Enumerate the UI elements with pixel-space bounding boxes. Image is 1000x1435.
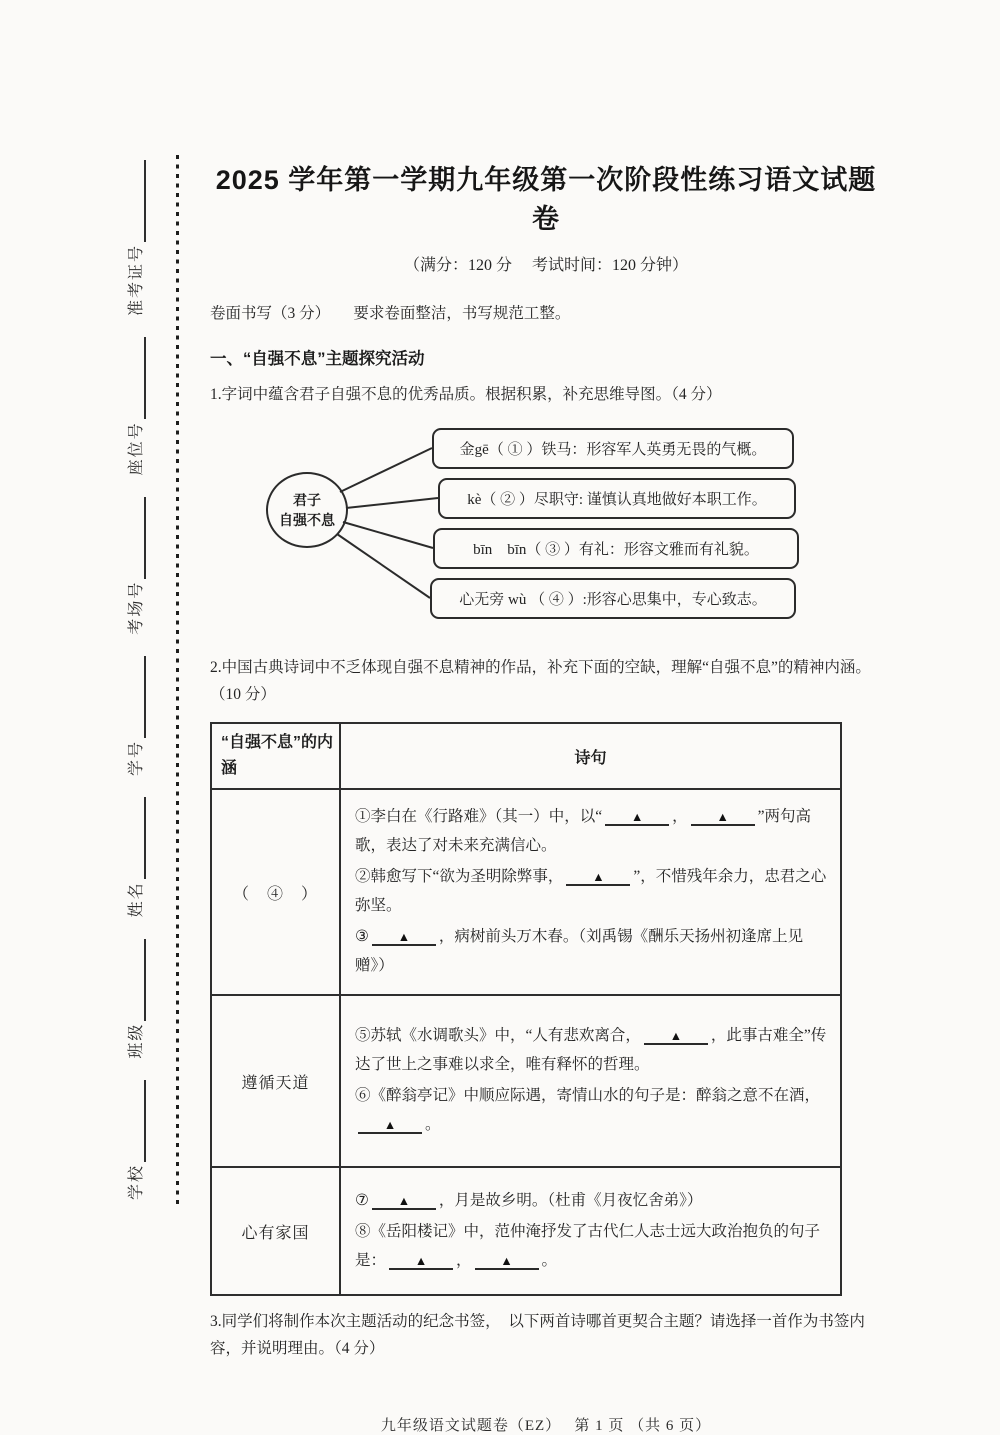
verse-line: ⑦ ▲ ，月是故乡明。（杜甫《月夜忆舍弟》） [355,1191,703,1209]
page-footer: 九年级语文试题卷（EZ） 第 1 页 （共 6 页） [380,1418,712,1434]
student-info-write-line [128,160,146,242]
mindmap-branch: bīn bīn（ ③ ）有礼：形容文雅而有礼貌。 [433,528,799,569]
exam-meta: （满分：120 分 考试时间：120 分钟） [403,257,688,274]
student-info-field [123,797,146,917]
verse-cell [340,1167,841,1295]
verse-table-body [211,789,841,1295]
student-info-label: 姓名 [127,881,145,918]
student-info-label: 准考证号 [127,244,145,317]
verse-cell [340,789,841,995]
verse-table-header-row [211,723,841,789]
verse-line: ③ ▲ ，病树前头万木春。（刘禹锡《酬乐天扬州初逢席上见赠》） [355,928,804,974]
answer-blank: ▲ [644,1029,708,1045]
student-info-write-line [128,797,146,879]
answer-blank: ▲ [605,810,669,826]
student-info-label: 学校 [127,1163,145,1200]
mindmap-center-line2: 自强不息 [279,512,335,528]
verse-line: ②韩愈写下“欲为圣明除弊事， ▲ ”，不惜残年余力，忠君之心弥坚。 [355,868,827,914]
mindmap-center-line1: 君子 [293,491,321,508]
connotation-cell: 遵循天道 [211,995,340,1167]
verse-table-row [211,995,841,1167]
exam-content [210,150,882,1435]
student-info-write-line [128,656,146,738]
connotation-cell: （ ④ ） [211,789,340,995]
student-info-field [123,939,146,1059]
verse-table [210,722,842,1296]
student-info-label: 考场号 [127,580,145,635]
mindmap-branch: 心无旁 wù （ ④ ）:形容心思集中，专心致志。 [430,578,796,619]
student-info-field [123,160,146,316]
verse-table-row [211,789,841,995]
question-2: 2.中国古典诗词中不乏体现自强不息精神的作品，补充下面的空缺，理解“自强不息”的精神内涵。（10 分） [210,659,871,703]
answer-blank: ▲ [372,1194,436,1210]
page-title: 2025 学年第一学期九年级第一次阶段性练习语文试题卷 [215,165,877,234]
verse-line: ⑧《岳阳楼记》中，范仲淹抒发了古代仁人志士远大政治抱负的句子是： ▲ ， ▲ 。 [355,1222,821,1269]
answer-blank: ▲ [389,1254,453,1270]
answer-blank: ▲ [372,930,436,946]
student-info-write-line [128,497,146,579]
student-info-field [123,1080,146,1200]
verse-line: ①李白在《行路难》（其一）中，以“ ▲ ， ▲ ”两句高歌，表达了对未来充满信心。 [355,808,812,854]
verse-table-row [211,1167,841,1295]
mindmap-branch: 金gē（ ① ）铁马：形容军人英勇无畏的气概。 [432,428,794,469]
student-info-field [123,497,146,635]
student-info-strip [113,160,155,1200]
header-verse: 诗句 [340,723,841,789]
student-info-field [123,656,146,776]
student-info-field [123,337,146,475]
student-info-label: 班级 [127,1022,145,1059]
verse-line: ⑤苏轼《水调歌头》中，“人有悲欢离合， ▲ ，此事古难全”传达了世上之事难以求全，唯有释怀的哲理。 [355,1027,827,1073]
verse-line: ⑥《醉翁亭记》中顺应际遇，寄情山水的句子是：醉翁之意不在酒，▲ 。 [355,1087,821,1133]
header-connotation: “自强不息”的内涵 [211,723,340,789]
student-info-write-line [128,1080,146,1162]
answer-blank: ▲ [566,870,630,886]
handwriting-note: 卷面书写（3 分） 要求卷面整洁，书写规范工整。 [210,305,571,322]
answer-blank: ▲ [358,1118,422,1134]
seal-dashed-line [176,155,179,1205]
answer-blank: ▲ [475,1254,539,1270]
mindmap-center [266,472,348,548]
mindmap [210,424,882,642]
student-info-label: 学号 [127,740,145,777]
mindmap-branch: kè（ ② ）尽职守: 谨慎认真地做好本职工作。 [438,478,796,519]
question-1: 1.字词中蕴含君子自强不息的优秀品质。根据积累，补充思维导图。（4 分） [210,386,722,403]
answer-blank: ▲ [691,810,755,826]
section-1-heading: 一、“自强不息”主题探究活动 [210,350,425,368]
verse-cell [340,995,841,1167]
student-info-write-line [128,337,146,419]
student-info-write-line [128,939,146,1021]
connotation-cell: 心有家国 [211,1167,340,1295]
student-info-label: 座位号 [127,421,145,476]
question-3: 3.同学们将制作本次主题活动的纪念书签， 以下两首诗哪首更契合主题？请选择一首作为书签内容，并说明理由。（4 分） [210,1313,865,1357]
